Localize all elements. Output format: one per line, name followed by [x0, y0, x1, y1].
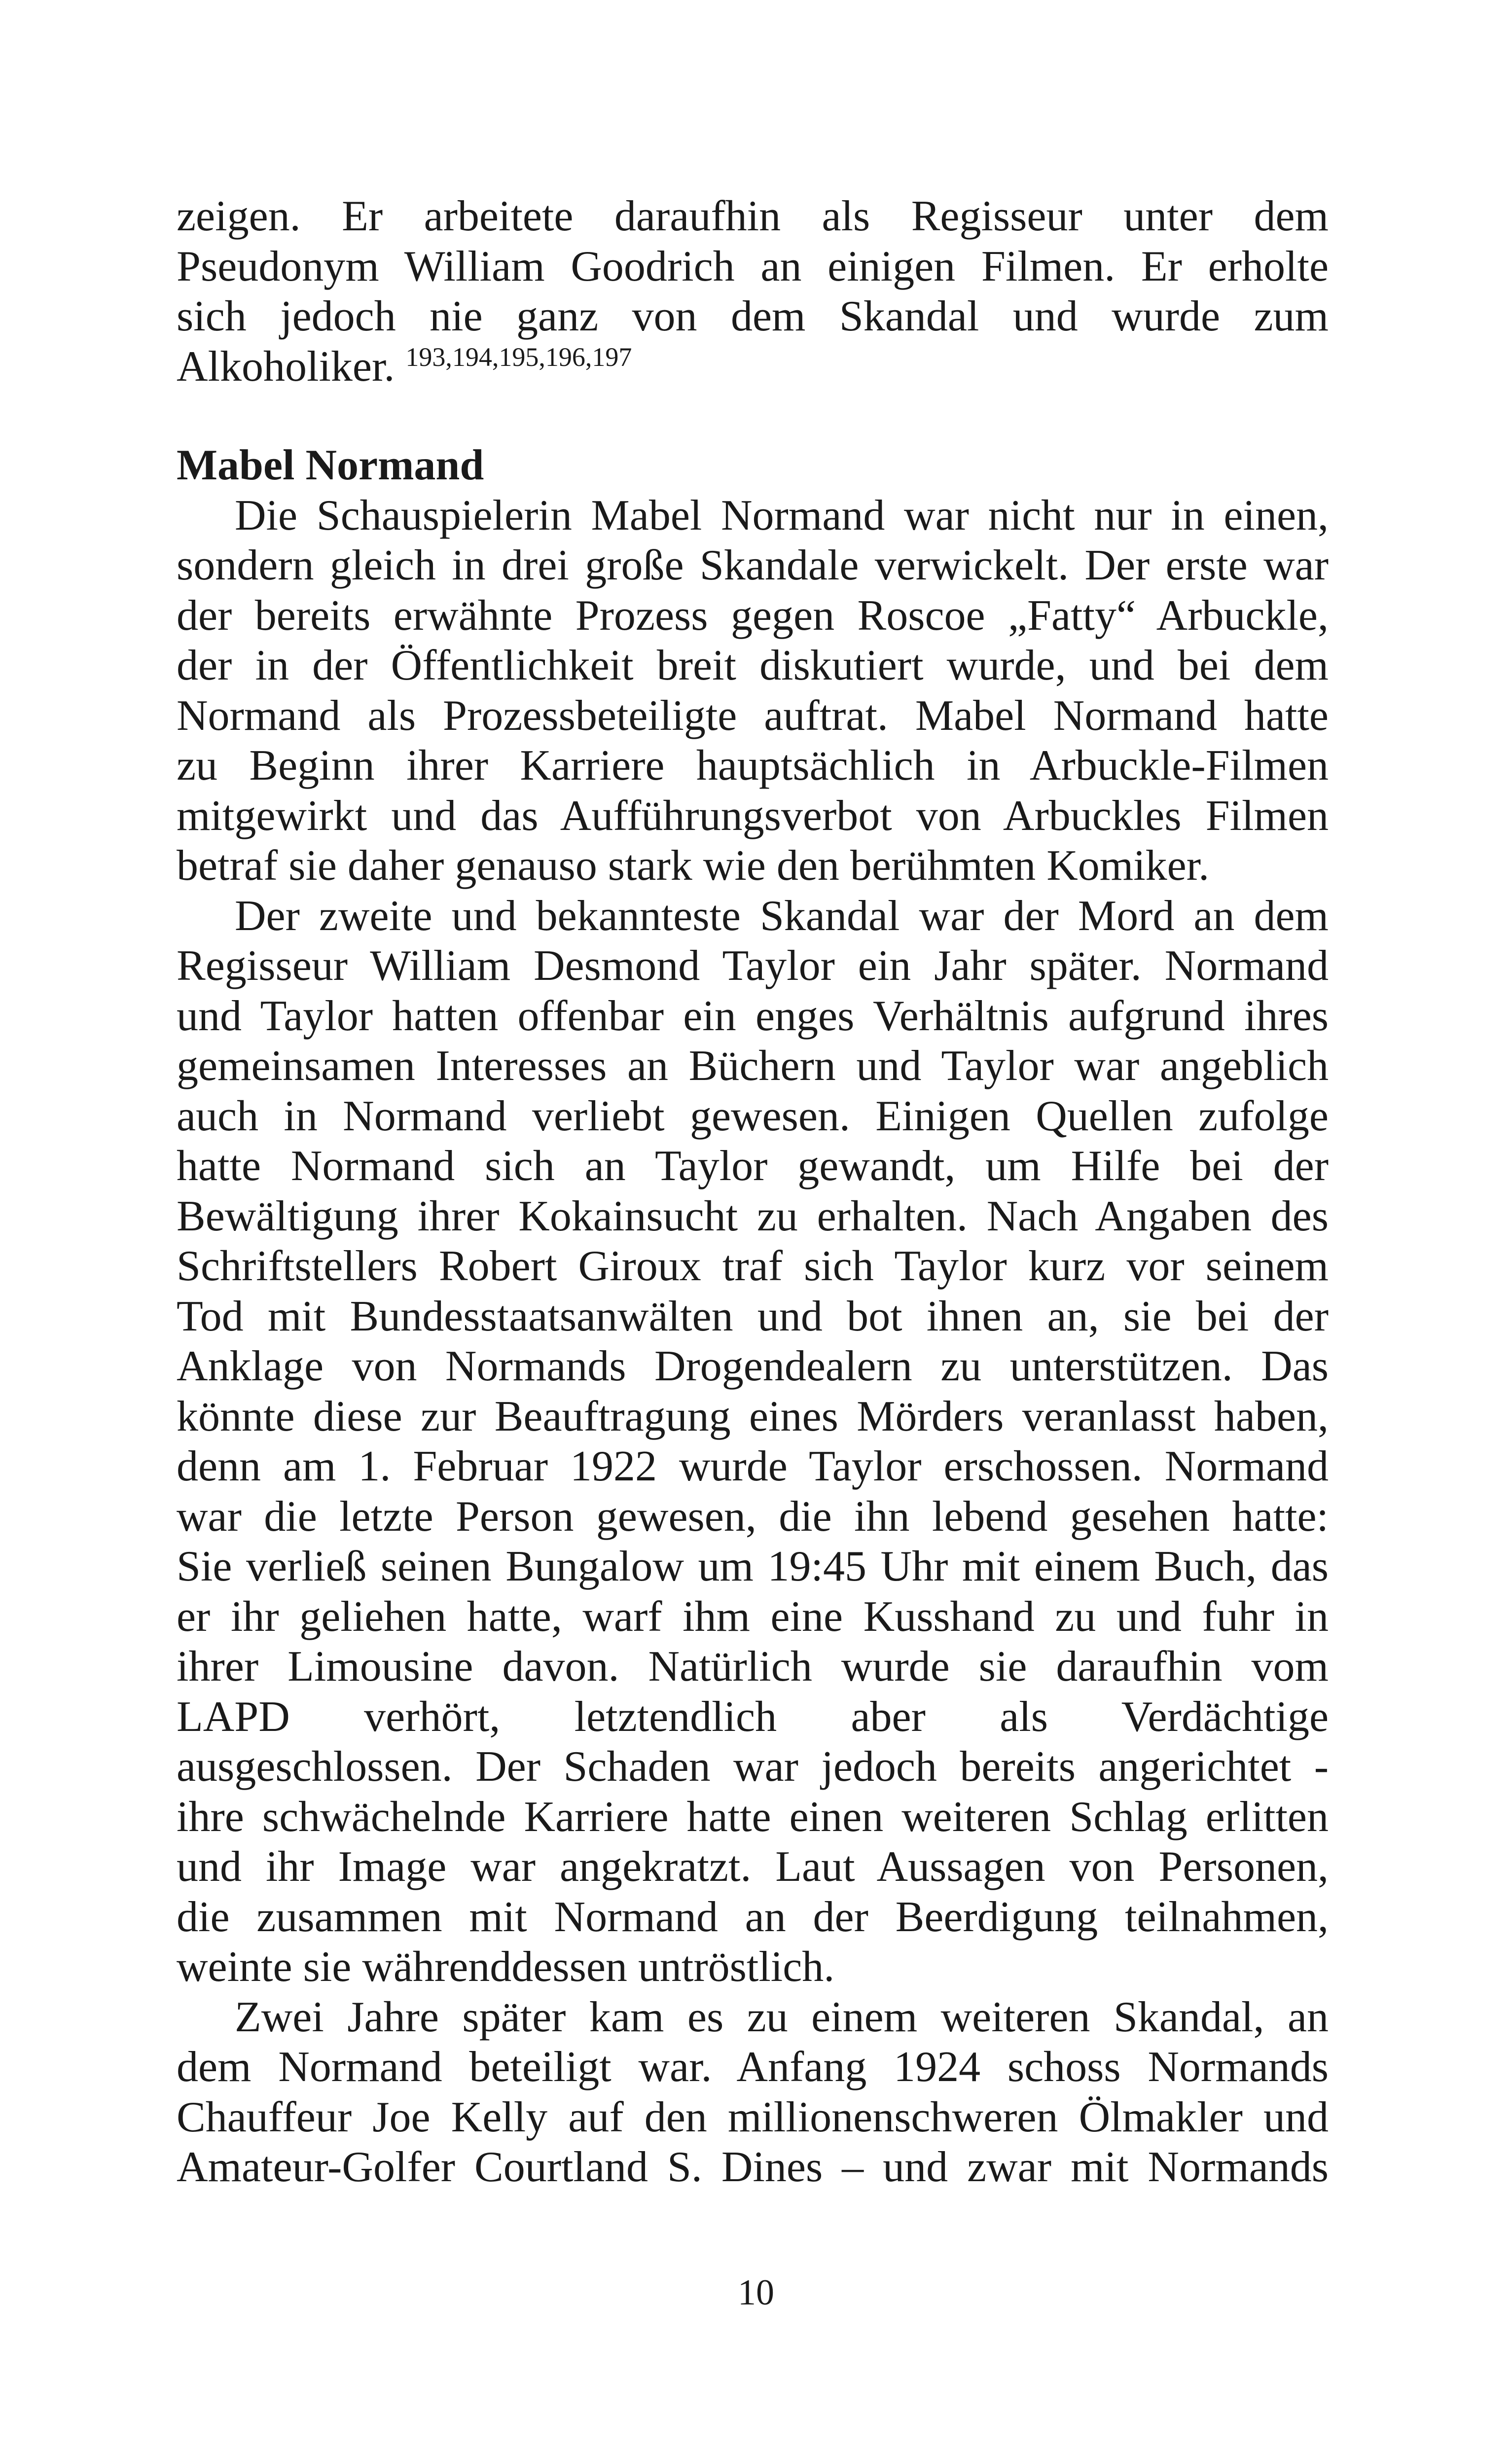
- text-line: sondern gleich in drei große Skandale verwickelt. Der erste war: [177, 541, 1329, 589]
- text-line: hatte Normand sich an Taylor gewandt, um Hilfe bei der: [177, 1142, 1329, 1190]
- text-line: er ihr geliehen hatte, warf ihm eine Kusshand zu und fuhr in: [177, 1592, 1329, 1641]
- footnote-references: 193,194,195,196,197: [405, 342, 632, 372]
- text-line: ihrer Limousine davon. Natürlich wurde sie daraufhin vom: [177, 1643, 1329, 1690]
- text-line: und Taylor hatten offenbar ein enges Verhältnis aufgrund ihres: [177, 992, 1329, 1040]
- text-line: Der zweite und bekannteste Skandal war der Mord an dem: [235, 892, 1329, 940]
- text-line: Tod mit Bundesstaatsanwälten und bot ihnen an, sie bei der: [177, 1292, 1329, 1340]
- text-line: gemeinsamen Interesses an Büchern und Taylor war angeblich: [177, 1042, 1329, 1090]
- text-line-with-footnote: [177, 342, 1329, 392]
- text-line: Zwei Jahre später kam es zu einem weiteren Skandal, an: [235, 1993, 1329, 2041]
- text-line: zu Beginn ihrer Karriere hauptsächlich in Arbuckle-Filmen: [177, 742, 1329, 790]
- text-line: auch in Normand verliebt gewesen. Einigen Quellen zufolge: [177, 1092, 1329, 1140]
- text-line: Chauffeur Joe Kelly auf den millionenschweren Ölmakler und: [177, 2093, 1329, 2141]
- text-line: der in der Öffentlichkeit breit diskutiert wurde, und bei dem: [177, 642, 1329, 689]
- text-line: Pseudonym William Goodrich an einigen Filmen. Er erholte: [177, 242, 1329, 290]
- text-line: ihre schwächelnde Karriere hatte einen weiteren Schlag erlitten: [177, 1793, 1329, 1841]
- text-line: Regisseur William Desmond Taylor ein Jahr später. Normand: [177, 942, 1329, 990]
- text-line: mitgewirkt und das Aufführungsverbot von Arbuckles Filmen: [177, 791, 1329, 840]
- text-line: Anklage von Normands Drogendealern zu unterstützen. Das: [177, 1342, 1329, 1390]
- page-number: 10: [738, 2272, 774, 2313]
- text-line: Die Schauspielerin Mabel Normand war nicht nur in einen,: [235, 491, 1329, 539]
- paragraph-1: [177, 491, 1329, 891]
- text-line: Sie verließ seinen Bungalow um 19:45 Uhr mit einem Buch, das: [177, 1543, 1329, 1590]
- text-line: betraf sie daher genauso stark wie den berühmten Komiker.: [177, 842, 1210, 890]
- text-line: Amateur-Golfer Courtland S. Dines – und zwar mit Normands: [177, 2143, 1329, 2191]
- text-line: sich jedoch nie ganz von dem Skandal und wurde zum: [177, 292, 1329, 340]
- paragraph-2: [177, 891, 1329, 1992]
- text-line: LAPD verhört, letztendlich aber als Verdächtige: [177, 1692, 1329, 1741]
- text-line: Schriftstellers Robert Giroux traf sich Taylor kurz vor seinem: [177, 1242, 1329, 1290]
- text-line: die zusammen mit Normand an der Beerdigung teilnahmen,: [177, 1893, 1329, 1941]
- text-line: Normand als Prozessbeteiligte auftrat. Mabel Normand hatte: [177, 691, 1329, 740]
- paragraph-intro: [177, 191, 1329, 392]
- text-line: könnte diese zur Beauftragung eines Mörders veranlasst haben,: [177, 1392, 1329, 1440]
- text-line: denn am 1. Februar 1922 wurde Taylor erschossen. Normand: [177, 1442, 1329, 1490]
- text-line: und ihr Image war angekratzt. Laut Aussagen von Personen,: [177, 1843, 1329, 1891]
- text-line: zeigen. Er arbeitete daraufhin als Regisseur unter dem: [177, 192, 1329, 240]
- text-line: weinte sie währenddessen untröstlich.: [177, 1943, 835, 1991]
- section-heading: Mabel Normand: [177, 441, 484, 489]
- text-line: ausgeschlossen. Der Schaden war jedoch bereits angerichtet -: [177, 1743, 1329, 1791]
- book-page: [177, 191, 1329, 2193]
- text-line: dem Normand beteiligt war. Anfang 1924 schoss Normands: [177, 2043, 1329, 2091]
- text-line: Alkoholiker.: [177, 342, 395, 391]
- paragraph-3: [177, 1992, 1329, 2193]
- text-line: Bewältigung ihrer Kokainsucht zu erhalten. Nach Angaben des: [177, 1192, 1329, 1240]
- text-line: der bereits erwähnte Prozess gegen Roscoe „Fatty“ Arbuckle,: [177, 591, 1329, 640]
- text-line: war die letzte Person gewesen, die ihn lebend gesehen hatte:: [177, 1492, 1329, 1541]
